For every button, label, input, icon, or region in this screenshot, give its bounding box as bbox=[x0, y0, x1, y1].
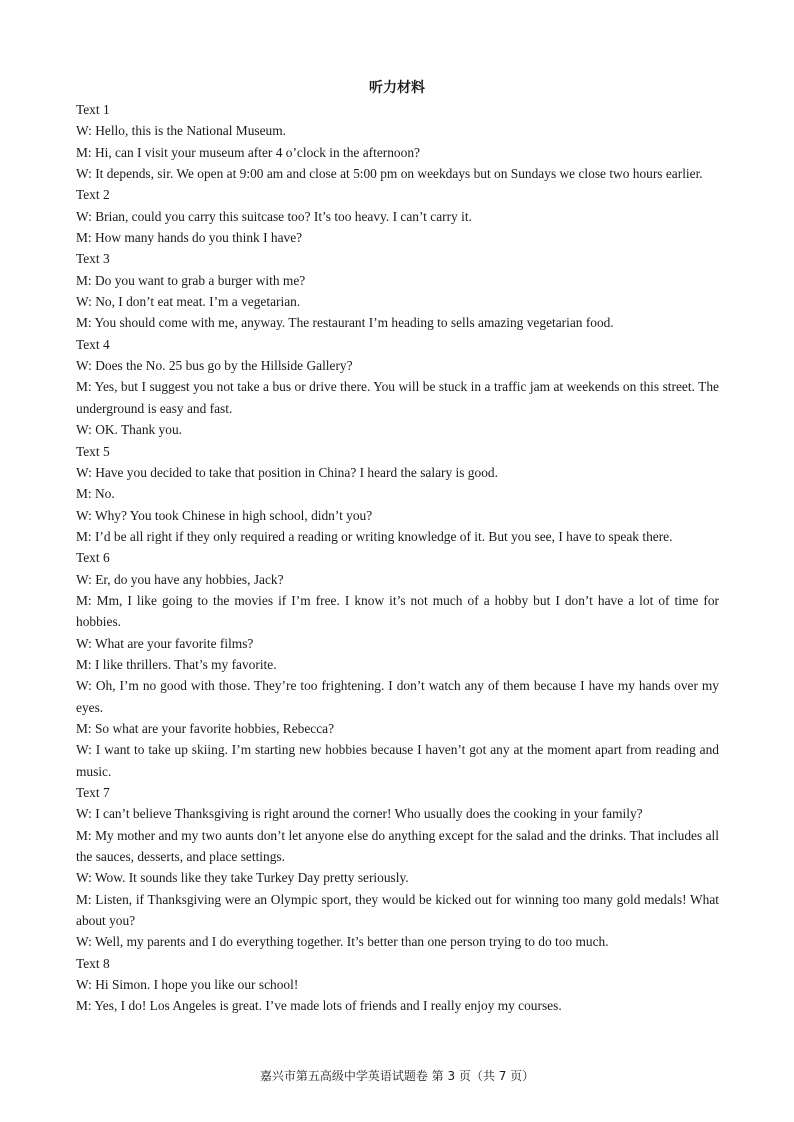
dialogue-line: W: What are your favorite films? bbox=[76, 635, 254, 651]
dialogue-line: M: No. bbox=[76, 486, 115, 502]
dialogue-line: W: Does the No. 25 bus go by the Hillside Gallery? bbox=[76, 358, 353, 374]
dialogue-line: W: I want to take up skiing. I’m starting new hobbies because I haven’t got any at the moment apart from reading and music. bbox=[76, 742, 719, 779]
text-heading: Text 4 bbox=[76, 336, 110, 352]
dialogue-line: M: You should come with me, anyway. The restaurant I’m heading to sells amazing vegetarian food. bbox=[76, 315, 614, 331]
dialogue-line: W: Have you decided to take that position in China? I heard the salary is good. bbox=[76, 464, 498, 480]
text-heading: Text 7 bbox=[76, 785, 110, 800]
dialogue-line: W: Hi Simon. I hope you like our school! bbox=[76, 977, 299, 993]
text-heading: Text 2 bbox=[76, 187, 110, 203]
dialogue-line: W: OK. Thank you. bbox=[76, 422, 182, 438]
dialogue-line: M: Listen, if Thanksgiving were an Olympic sport, they would be kicked out for winning too many gold medals! What about you? bbox=[76, 891, 719, 929]
dialogue-line: M: Yes, I do! Los Angeles is great. I’ve made lots of friends and I really enjoy my courses. bbox=[76, 998, 562, 1014]
dialogue-line: M: I like thrillers. That’s my favorite. bbox=[76, 656, 277, 672]
dialogue-line: M: How many hands do you think I have? bbox=[76, 230, 303, 246]
dialogue-line: W: No, I don’t eat meat. I’m a vegetarian. bbox=[76, 294, 301, 310]
dialogue-line: M: So what are your favorite hobbies, Rebecca? bbox=[76, 720, 335, 736]
dialogue-line: M: Do you want to grab a burger with me? bbox=[76, 272, 306, 288]
text-heading: Text 6 bbox=[76, 550, 110, 566]
dialogue-line: W: Hello, this is the National Museum. bbox=[76, 123, 287, 139]
dialogue-line: M: Mm, I like going to the movies if I’m free. I know it’s not much of a hobby but I don’t have a lot of time for hobbies. bbox=[76, 592, 719, 630]
dialogue-line: M: Yes, but I suggest you not take a bus or drive there. You will be stuck in a traffic jam at weekends on this street. The underground is easy and fast. bbox=[76, 379, 719, 416]
dialogue-line: M: Hi, can I visit your museum after 4 o’clock in the afternoon? bbox=[76, 144, 420, 160]
dialogue-line: W: I can’t believe Thanksgiving is right around the corner! Who usually does the cooking in your family? bbox=[76, 806, 643, 822]
dialogue-line: W: Why? You took Chinese in high school, didn’t you? bbox=[76, 507, 373, 523]
dialogue-line: M: I’d be all right if they only required a reading or writing knowledge of it. But you see, I have to speak there. bbox=[76, 528, 673, 544]
dialogue-line: M: My mother and my two aunts don’t let anyone else do anything except for the salad and the drinks. That includes all the sauces, desserts, and place settings. bbox=[76, 827, 719, 865]
dialogue-line: W: Well, my parents and I do everything together. It’s better than one person trying to do too much. bbox=[76, 934, 609, 950]
text-heading: Text 5 bbox=[76, 443, 110, 459]
page-title: 听力材料 bbox=[369, 80, 425, 96]
text-heading: Text 1 bbox=[76, 102, 110, 117]
transcript-body bbox=[76, 99, 719, 1017]
dialogue-line: W: Wow. It sounds like they take Turkey Day pretty seriously. bbox=[76, 870, 409, 886]
dialogue-line: W: Er, do you have any hobbies, Jack? bbox=[76, 571, 284, 587]
dialogue-line: W: Oh, I’m no good with those. They’re too frightening. I don’t watch any of them because I have my hands over my eyes. bbox=[76, 678, 719, 715]
text-heading: Text 8 bbox=[76, 955, 110, 971]
dialogue-line: W: Brian, could you carry this suitcase too? It’s too heavy. I can’t carry it. bbox=[76, 208, 472, 224]
text-heading: Text 3 bbox=[76, 251, 110, 267]
page-footer: 嘉兴市第五高级中学英语试题卷 第 3 页（共 7 页） bbox=[259, 1069, 535, 1083]
dialogue-line: W: It depends, sir. We open at 9:00 am and close at 5:00 pm on weekdays but on Sundays we close two hours earlier. bbox=[76, 166, 703, 182]
